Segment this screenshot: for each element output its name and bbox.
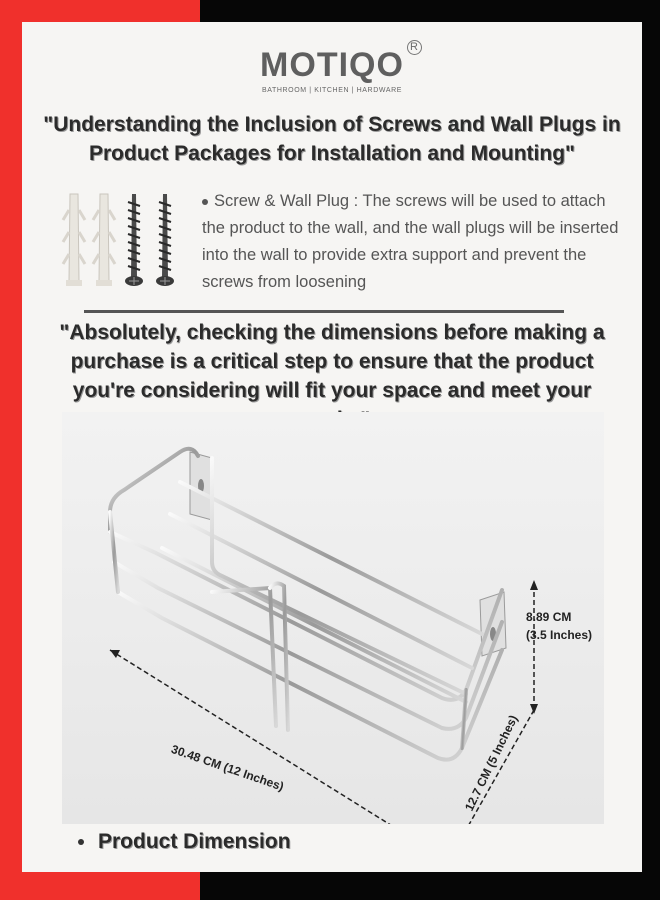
bullet-dot <box>78 839 84 845</box>
product-dimension-bullet <box>78 830 291 854</box>
hardware-icons <box>60 190 190 290</box>
depth-label: 12.7 CM (5 Inches) <box>462 712 521 814</box>
headline-mid: "Absolutely, checking the dimensions before making a purchase is a critical step to ensure that the product you're considering will fit your space and meet your <box>59 321 605 402</box>
registered-mark: R <box>407 40 422 55</box>
product-dimension-text: Product Dimension <box>98 830 291 853</box>
brand-logo <box>22 41 642 94</box>
wire-basket-image <box>62 412 604 824</box>
height-cm-label: 8.89 CM <box>526 610 572 624</box>
screw-bullet <box>202 188 622 296</box>
screw-icon <box>125 194 143 286</box>
brand-tagline: BATHROOM | KITCHEN | HARDWARE <box>261 87 403 94</box>
width-label: 30.48 CM (12 Inches) <box>169 742 286 794</box>
product-photo <box>62 412 604 824</box>
divider-line <box>84 310 564 313</box>
wall-plug-icon <box>93 194 115 286</box>
info-card <box>22 22 642 872</box>
height-in-label: (3.5 Inches) <box>526 628 593 642</box>
headline-top: "Understanding the Inclusion of Screws and Wall Plugs in Product Packages for Installation and Mounting" <box>43 113 621 165</box>
screw-icon <box>156 194 174 286</box>
wall-plug-icon <box>63 194 85 286</box>
screw-bullet-text: Screw & Wall Plug : The screws will be used to attach the product to the wall, and the wall plugs will be inserted into the wall to provide extra support and prevent the screws from loosening <box>202 192 619 291</box>
bullet-dot <box>202 199 208 205</box>
brand-name: MOTIQO <box>260 46 404 84</box>
